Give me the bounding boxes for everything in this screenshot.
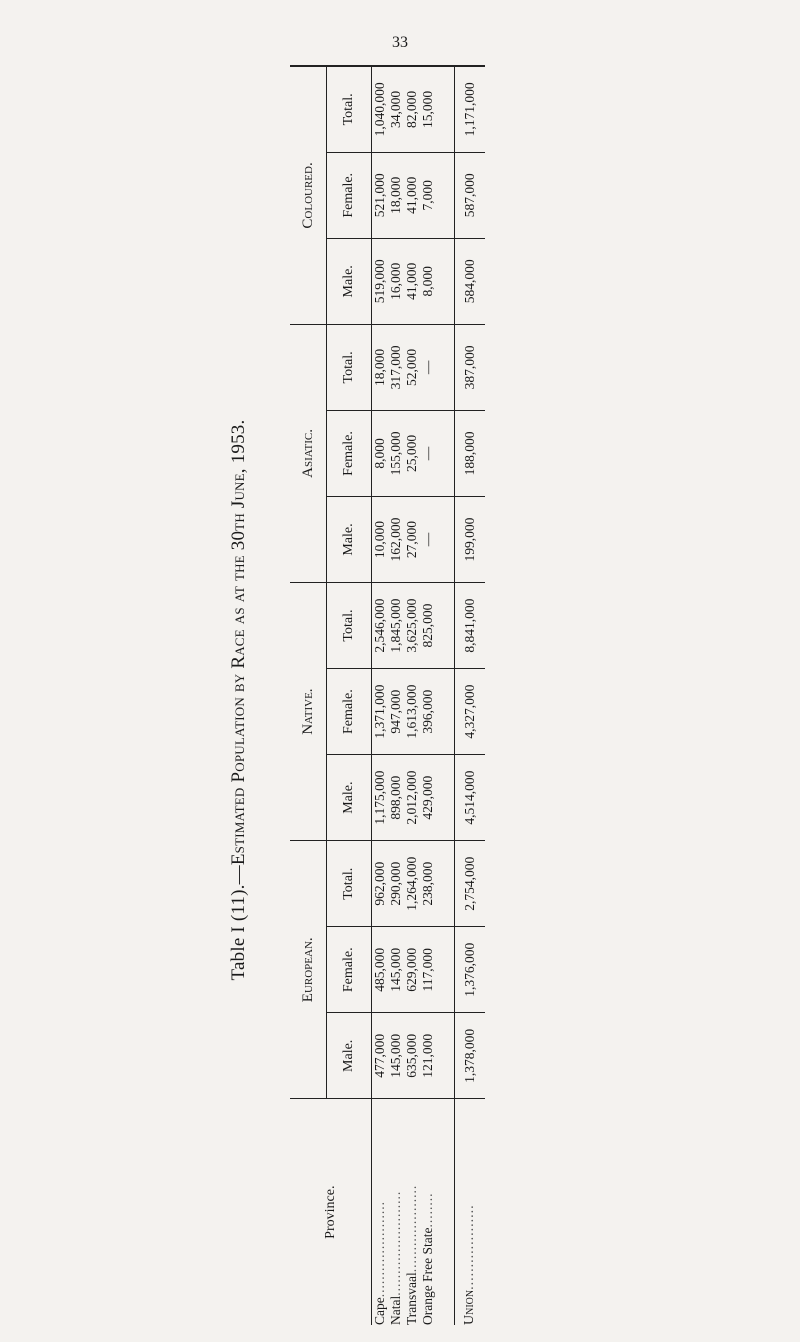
cell: 52,000 bbox=[404, 348, 419, 386]
cell: 10,000 bbox=[372, 520, 387, 559]
cell: 429,000 bbox=[420, 775, 435, 820]
population-table bbox=[290, 65, 485, 1325]
union-total-row bbox=[455, 66, 486, 1325]
sub-header-coloured-male: Male. bbox=[327, 238, 372, 324]
union-total-native-male: 4,514,000 bbox=[455, 755, 486, 841]
values-coloured-female bbox=[372, 152, 455, 238]
cell: 947,000 bbox=[388, 689, 403, 734]
cell: 396,000 bbox=[420, 689, 435, 734]
cell: 8,000 bbox=[372, 438, 387, 469]
union-total-asiatic-female: 188,000 bbox=[455, 410, 486, 496]
union-total-asiatic-male: 199,000 bbox=[455, 496, 486, 582]
cell: 898,000 bbox=[388, 775, 403, 820]
cell: 1,175,000 bbox=[372, 770, 387, 825]
cell: 317,000 bbox=[388, 345, 403, 390]
page-number: 33 bbox=[392, 34, 408, 51]
cell: — bbox=[420, 532, 435, 547]
cell: 27,000 bbox=[404, 520, 419, 559]
cell: 290,000 bbox=[388, 861, 403, 906]
cell: 3,625,000 bbox=[404, 598, 419, 653]
group-header-coloured: Coloured. bbox=[290, 66, 327, 324]
province-label-cape: Cape...................... bbox=[372, 1201, 387, 1325]
sub-header-european-female: Female. bbox=[327, 927, 372, 1013]
cell: 41,000 bbox=[404, 176, 419, 214]
values-european-female bbox=[372, 927, 455, 1013]
cell: 485,000 bbox=[372, 947, 387, 992]
union-total-native-female: 4,327,000 bbox=[455, 669, 486, 755]
values-native-male bbox=[372, 755, 455, 841]
table-title-text: Estimated Population by Race as at the 30th June, 1953. bbox=[228, 419, 249, 866]
cell: 18,000 bbox=[388, 176, 403, 214]
union-total-european-female: 1,376,000 bbox=[455, 927, 486, 1013]
cell: 1,613,000 bbox=[404, 684, 419, 739]
values-asiatic-total bbox=[372, 324, 455, 410]
cell: 477,000 bbox=[372, 1033, 387, 1078]
union-total-coloured-female: 587,000 bbox=[455, 152, 486, 238]
cell: 2,012,000 bbox=[404, 770, 419, 825]
union-total-european-total: 2,754,000 bbox=[455, 841, 486, 927]
cell: 8,000 bbox=[420, 266, 435, 297]
union-total-european-male: 1,378,000 bbox=[455, 1013, 486, 1099]
union-total-asiatic-total: 387,000 bbox=[455, 324, 486, 410]
cell: 41,000 bbox=[404, 262, 419, 300]
cell: 1,845,000 bbox=[388, 598, 403, 653]
table-title-prefix: Table I (11).— bbox=[228, 865, 249, 981]
cell: 16,000 bbox=[388, 262, 403, 300]
cell: 162,000 bbox=[388, 517, 403, 562]
sub-header-coloured-total: Total. bbox=[327, 66, 372, 152]
cell: 519,000 bbox=[372, 259, 387, 304]
group-header-native: Native. bbox=[290, 583, 327, 841]
values-european-total bbox=[372, 841, 455, 927]
values-native-female bbox=[372, 669, 455, 755]
cell: 145,000 bbox=[388, 947, 403, 992]
cell: 635,000 bbox=[404, 1033, 419, 1078]
cell: 962,000 bbox=[372, 861, 387, 906]
values-coloured-total bbox=[372, 66, 455, 152]
cell: 521,000 bbox=[372, 173, 387, 218]
sub-header-coloured-female: Female. bbox=[327, 152, 372, 238]
cell: 2,546,000 bbox=[372, 598, 387, 653]
cell: 1,371,000 bbox=[372, 684, 387, 739]
cell: 15,000 bbox=[420, 90, 435, 128]
sub-header-asiatic-total: Total. bbox=[327, 324, 372, 410]
province-values-row bbox=[372, 66, 455, 1325]
union-total-native-total: 8,841,000 bbox=[455, 583, 486, 669]
cell: 1,040,000 bbox=[372, 82, 387, 137]
cell: 145,000 bbox=[388, 1033, 403, 1078]
cell: 117,000 bbox=[420, 948, 435, 992]
sub-header-european-total: Total. bbox=[327, 841, 372, 927]
province-header: Province. bbox=[290, 1099, 372, 1325]
table-title bbox=[228, 70, 250, 1330]
cell: 34,000 bbox=[388, 90, 403, 128]
cell: 25,000 bbox=[404, 434, 419, 473]
sub-header-european-male: Male. bbox=[327, 1013, 372, 1099]
cell: 7,000 bbox=[420, 180, 435, 211]
cell: 18,000 bbox=[372, 348, 387, 386]
cell: 825,000 bbox=[420, 603, 435, 648]
sub-header-native-female: Female. bbox=[327, 669, 372, 755]
cell: 121,000 bbox=[420, 1033, 435, 1078]
rotated-table-block bbox=[228, 65, 485, 1325]
cell: — bbox=[420, 446, 435, 461]
values-asiatic-female bbox=[372, 410, 455, 496]
province-labels bbox=[372, 1099, 455, 1325]
sub-header-native-male: Male. bbox=[327, 755, 372, 841]
group-header-european: European. bbox=[290, 841, 327, 1099]
sub-header-asiatic-male: Male. bbox=[327, 496, 372, 582]
union-total-coloured-male: 584,000 bbox=[455, 238, 486, 324]
cell: — bbox=[420, 360, 435, 375]
sub-header-native-total: Total. bbox=[327, 583, 372, 669]
group-header-row bbox=[290, 66, 327, 1325]
values-coloured-male bbox=[372, 238, 455, 324]
province-label-orange-free-state: Orange Free State........ bbox=[420, 1192, 435, 1325]
cell: 155,000 bbox=[388, 431, 403, 476]
cell: 238,000 bbox=[420, 861, 435, 906]
union-total-coloured-total: 1,171,000 bbox=[455, 66, 486, 152]
sub-header-asiatic-female: Female. bbox=[327, 410, 372, 496]
group-header-asiatic: Asiatic. bbox=[290, 324, 327, 582]
values-european-male bbox=[372, 1013, 455, 1099]
cell: 82,000 bbox=[404, 90, 419, 128]
values-native-total bbox=[372, 583, 455, 669]
cell: 1,264,000 bbox=[404, 856, 419, 911]
province-label-natal: Natal........................ bbox=[388, 1190, 403, 1325]
cell: 629,000 bbox=[404, 947, 419, 992]
union-label: Union................... bbox=[455, 1099, 486, 1325]
values-asiatic-male bbox=[372, 496, 455, 582]
province-label-transvaal: Transvaal.................... bbox=[404, 1184, 419, 1325]
